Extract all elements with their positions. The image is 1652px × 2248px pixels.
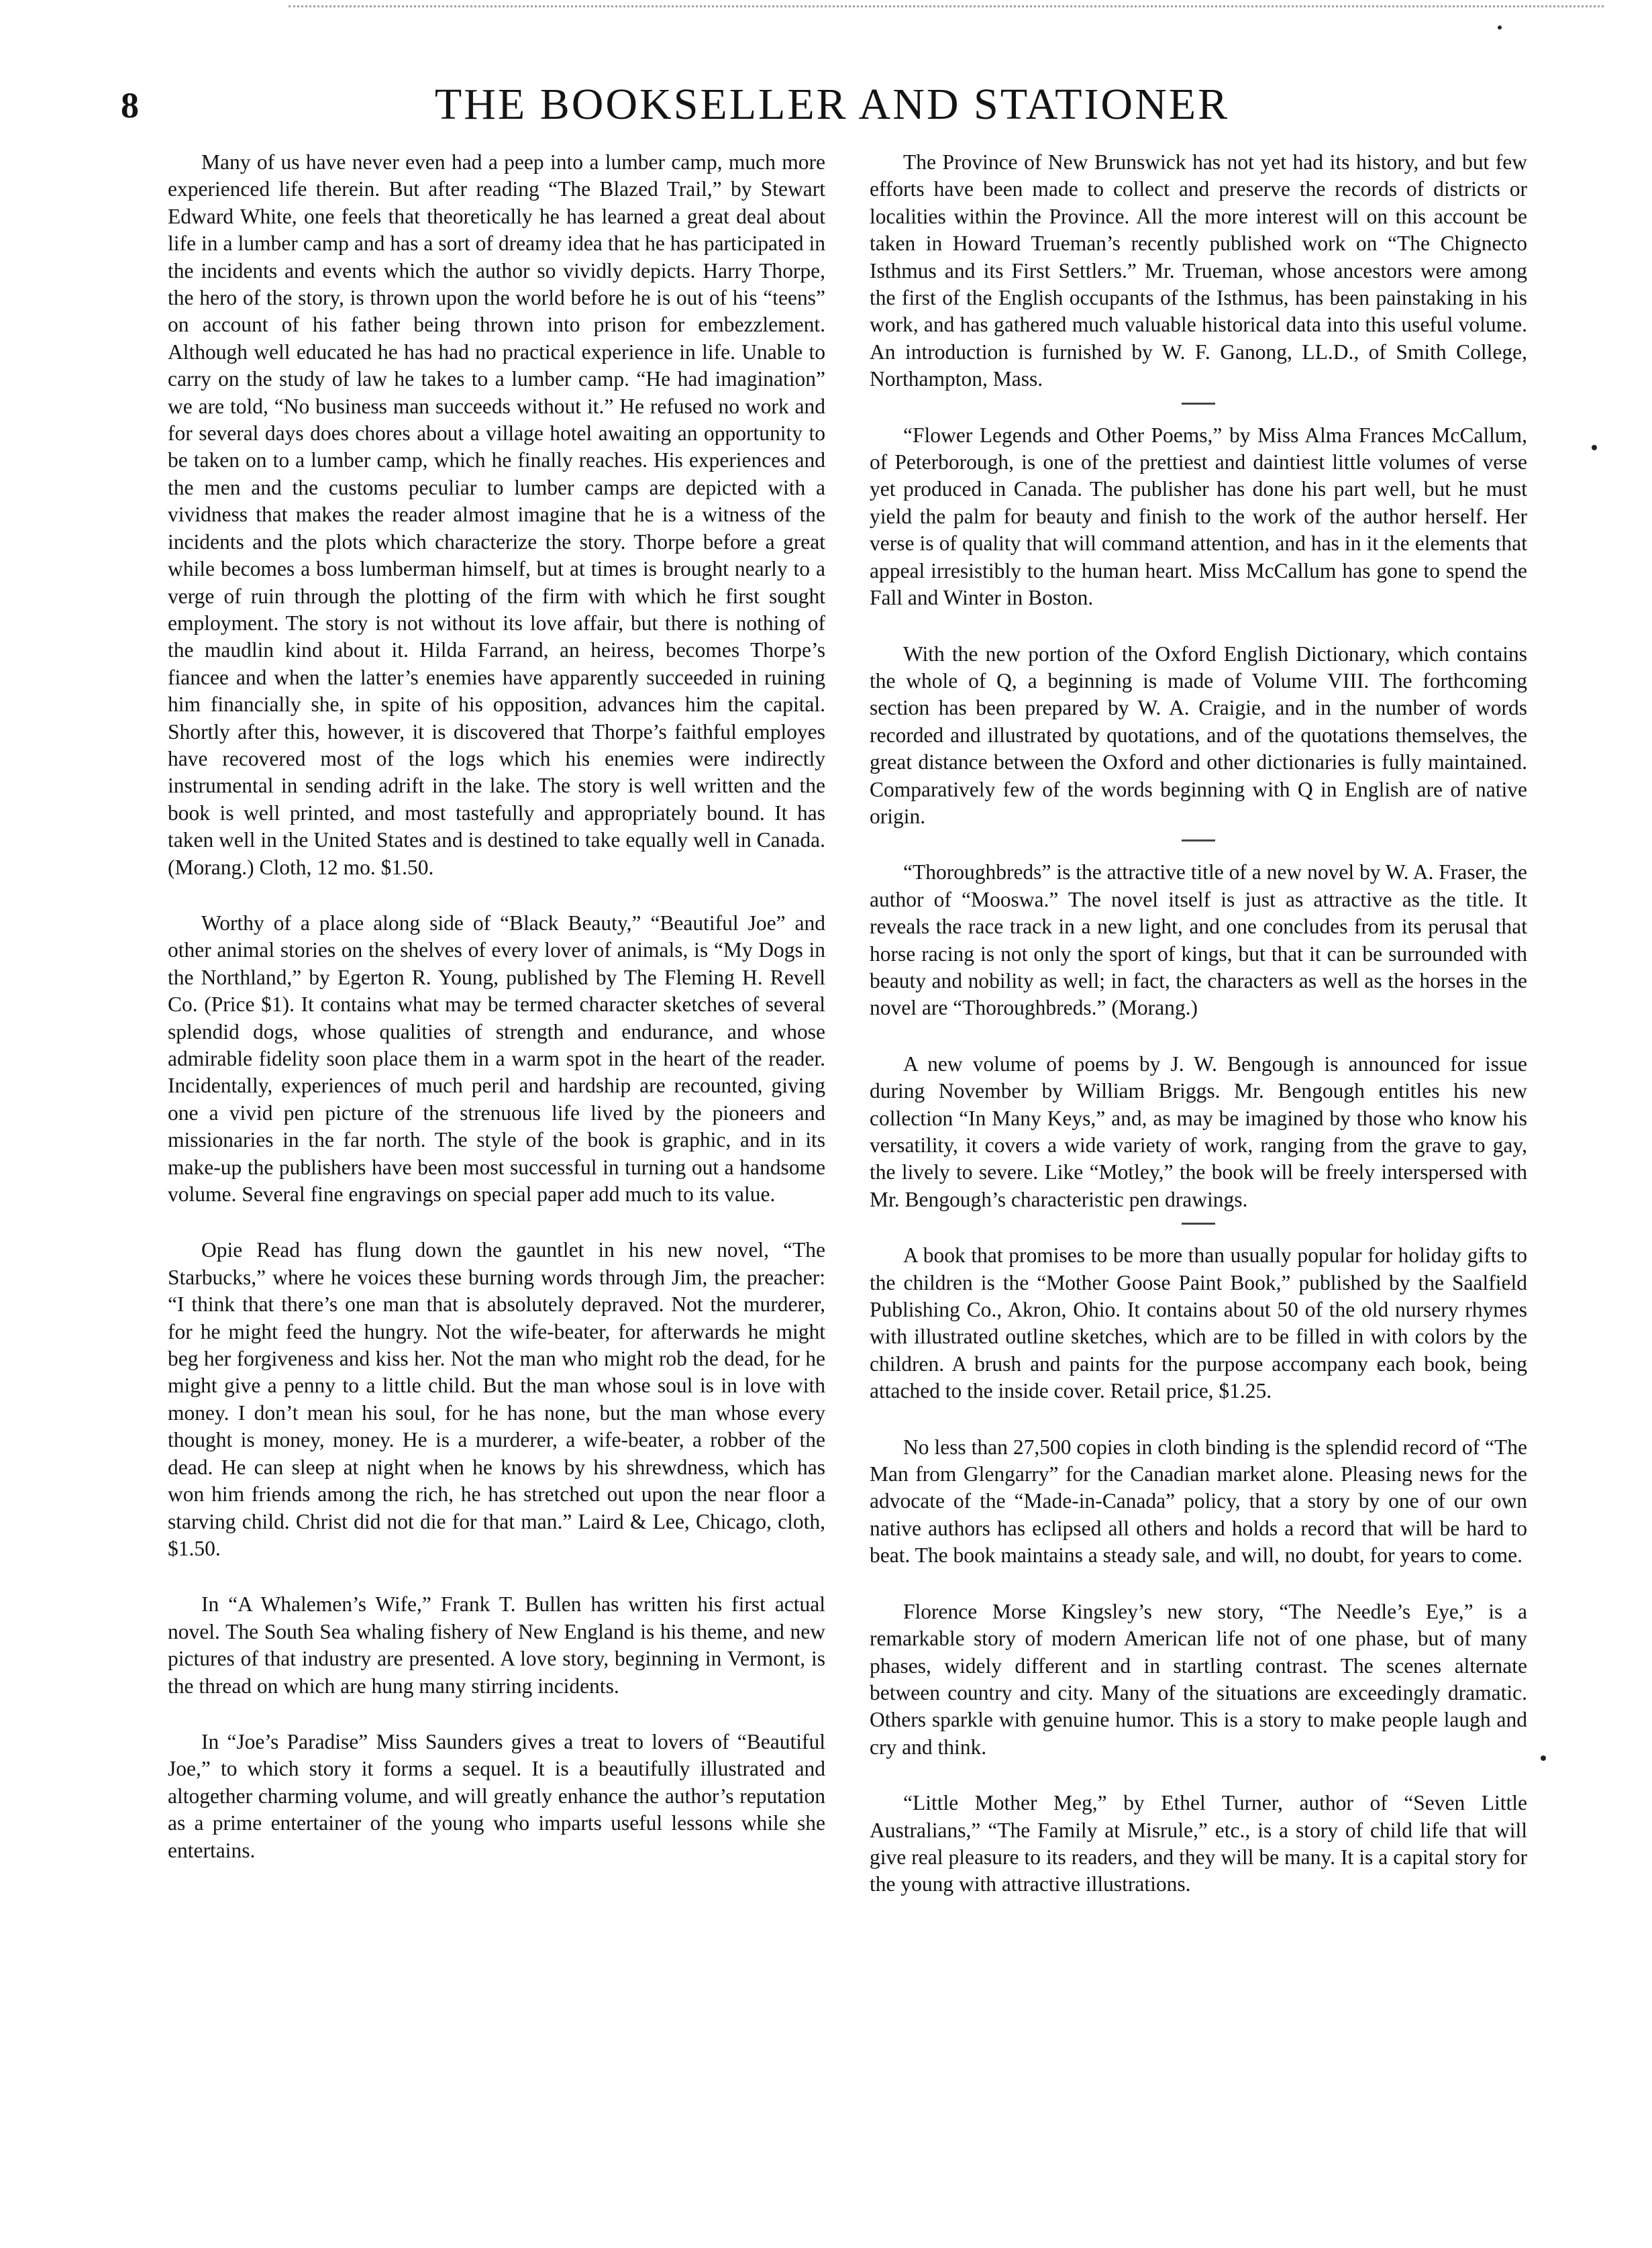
left-column xyxy=(168,149,825,1864)
item-separator xyxy=(168,1208,825,1237)
item-separator xyxy=(870,1405,1527,1434)
review-whalemens-wife: In “A Whalemen’s Wife,” Frank T. Bullen has written his first actual novel. The South Sea whaling fishery of New England is his theme, and new pictures of that industry are presented. A love story, beginning in Vermont, is the thread on which are hung many stirring incidents. xyxy=(168,1592,825,1698)
review-man-from-glengarry: No less than 27,500 copies in cloth binding is the splendid record of “The Man from Glengarry” for the Canadian market alone. Pleasing news for the advocate of the “Made-in-Canada” policy, that a story by one of our own native authors has eclipsed all others and holds a record that will be hard to beat. The book maintains a steady sale, and will, no doubt, for years to come. xyxy=(870,1435,1527,1568)
review-joes-paradise: In “Joe’s Paradise” Miss Saunders gives a treat to lovers of “Beautiful Joe,” to which story it forms a sequel. It is a beautifully illustrated and altogether charming volume, and will greatly enhance the author’s reputation as a prime entertainer of the young who imparts useful lessons while she entertains. xyxy=(168,1729,825,1862)
review-oxford-dictionary: With the new portion of the Oxford English Dictionary, which contains the whole of Q, a beginning is made of Volume VIII. The forthcoming section has been prepared by W. A. Craigie, and in the number of words recorded and illustrated by quotations, and of the quotations themselves, the great distance between the Oxford and other dictionaries is fully maintained. Comparatively few of the words beginning with Q in English are of native origin. xyxy=(870,642,1527,828)
review-mother-goose-paint-book: A book that promises to be more than usually popular for holiday gifts to the children is the “Mother Goose Paint Book,” published by the Saalfield Publishing Co., Akron, Ohio. It contains about 50 of the old nursery rhymes with illustrated outline sketches, which are to be filled in with colors by the children. A brush and paints for the purpose accompany each book, being attached to the inside cover. Retail price, $1.25. xyxy=(870,1243,1527,1403)
separator-dash xyxy=(1182,403,1215,405)
item-separator xyxy=(870,1761,1527,1790)
review-flower-legends: “Flower Legends and Other Poems,” by Miss Alma Frances McCallum, of Peterborough, is one of the prettiest and daintiest little volumes of verse yet produced in Canada. The publisher has done his part well, but he must yield the palm for beauty and finish to the work of the author herself. Her verse is of quality that will command attention, and has in it the elements that appeal irresistibly to the human heart. Miss McCallum has gone to spend the Fall and Winter in Boston. xyxy=(870,423,1527,610)
scan-artifact-top xyxy=(289,5,1604,10)
review-needles-eye: Florence Morse Kingsley’s new story, “The Needle’s Eye,” is a remarkable story of modern American life not of one phase, but of many phases, widely different and in startling contrast. The scenes alternate between country and city. Many of the situations are exceedingly dramatic. Others sparkle with genuine humor. This is a story to make people laugh and cry and think. xyxy=(870,1599,1527,1759)
separator-dash xyxy=(1182,839,1215,841)
review-my-dogs-northland: Worthy of a place along side of “Black Beauty,” “Beautiful Joe” and other animal stories on the shelves of every lover of animals, is “My Dogs in the Northland,” by Egerton R. Young, published by The Fleming H. Revell Co. (Price $1). It contains what may be termed character sketches of several splendid dogs, whose qualities of strength and endurance, and whose admirable fidelity soon place them in a warm spot in the heart of the reader. Incidentally, experiences of much peril and hardship are recounted, giving one a vivid pen picture of the strenuous life lived by the pioneers and missionaries in the far north. The style of the book is graphic, and in its make-up the publishers have been most successful in turning out a handsome volume. Several fine engravings on special paper add much to its value. xyxy=(168,911,825,1207)
review-the-starbucks: Opie Read has flung down the gauntlet in his new novel, “The Starbucks,” where he voices these burning words through Jim, the preacher: “I think that there’s one man that is absolutely depraved. Not the murderer, for he might feed the hungry. Not the wife-beater, for afterwards he might beg her forgiveness and kiss her. Not the man who might rob the dead, for he might give a penny to a little child. But the man whose soul is in love with money. I don’t mean his soul, for he has none, but the man whose every thought is money, money. He is a murderer, a wife-beater, a robber of the dead. He can sleep at night when he knows by his shrewdness, which has won him friends among the rich, he has stretched out upon the near floor a starving child. Christ did not die for that man.” Laird & Lee, Chicago, cloth, $1.50. xyxy=(168,1238,825,1560)
scan-speck xyxy=(1498,25,1502,30)
page-header xyxy=(121,79,1543,140)
item-separator xyxy=(870,393,1527,422)
item-separator xyxy=(168,881,825,910)
review-in-many-keys: A new volume of poems by J. W. Bengough is announced for issue during November by William Briggs. Mr. Bengough entitles his new collection “In Many Keys,” and, as may be imagined by those who know his versatility, it covers a wide variety of work, ranging from the grave to gay, the lively to severe. Like “Motley,” the book will be freely interspersed with Mr. Bengough’s characteristic pen drawings. xyxy=(870,1052,1527,1211)
separator-dash xyxy=(1182,1223,1215,1225)
right-column xyxy=(870,149,1527,1898)
scan-speck xyxy=(1541,1755,1546,1761)
item-separator xyxy=(870,830,1527,859)
page-number: 8 xyxy=(121,85,139,125)
review-blazed-trail: Many of us have never even had a peep into a lumber camp, much more experienced life therein. But after reading “The Blazed Trail,” by Stewart Edward White, one feels that theoretically he has learned a great deal about life in a lumber camp and has a sort of dreamy idea that he has participated in the incidents and events which the author so vividly depicts. Harry Thorpe, the hero of the story, is thrown upon the world before he is out of his “teens” on account of his father being thrown into prison for embezzlement. Although well educated he has had no practical experience in life. Unable to carry on the study of law he takes to a lumber camp. “He had imagination” we are told, “No business man succeeds without it.” He refused no work and for several days does chores about a village hotel awaiting an opportunity to be taken on to a lumber camp, which he finally reaches. His experiences and the men and the customs peculiar to lumber camps are depicted with a vividness that makes the reader almost imagine that he is a witness of the incidents and the plots which characterize the story. Thorpe before a great while becomes a boss lumberman himself, but at times is brought nearly to a verge of ruin through the plotting of the firm with which he first sought employment. The story is not without its love affair, but there is nothing of the maudlin kind about it. Hilda Farrand, an heiress, becomes Thorpe’s fiancee and when the latter’s enemies have apparently succeeded in ruining him financially she, in spite of his opposition, advances him the capital. Shortly after this, however, it is discovered that Thorpe’s faithful employes have recovered most of the logs which his enemies were indirectly instrumental in sending adrift in the lake. The story is well written and the book is well printed, and most tastefully and appropriately bound. It has taken well in the United States and is destined to take equally well in Canada. (Morang.) Cloth, 12 mo. $1.50. xyxy=(168,150,825,879)
item-separator xyxy=(870,612,1527,641)
item-separator xyxy=(870,1022,1527,1051)
review-chignecto-isthmus: The Province of New Brunswick has not yet had its history, and but few efforts have been made to collect and preserve the records of districts or localities within the Province. All the more interest will on this account be taken in Howard Trueman’s recently published work on “The Chignecto Isthmus and its First Settlers.” Mr. Trueman, whose ancestors were among the first of the English occupants of the Isthmus, has been painstaking in his work, and has gathered much valuable historical data into this useful volume. An introduction is furnished by W. F. Ganong, LL.D., of Smith College, Northampton, Mass. xyxy=(870,150,1527,391)
running-title: THE BOOKSELLER AND STATIONER xyxy=(434,80,1230,129)
item-separator xyxy=(168,1700,825,1729)
review-little-mother-meg: “Little Mother Meg,” by Ethel Turner, author of “Seven Little Australians,” “The Family at Misrule,” etc., is a story of child life that will give real pleasure to its readers, and they will be many. It is a capital story for the young with attractive illustrations. xyxy=(870,1791,1527,1896)
review-thoroughbreds: “Thoroughbreds” is the attractive title of a new novel by W. A. Fraser, the author of “Mooswa.” The novel itself is just as attractive as the title. It reveals the race track in a new light, and one concludes from its perusal that horse racing is not only the sport of kings, but that it can be surrounded with beauty and nobility as well; in fact, the characters as well as the horses in the novel are “Thoroughbreds.” (Morang.) xyxy=(870,860,1527,1020)
scan-speck xyxy=(1592,445,1597,450)
item-separator xyxy=(870,1213,1527,1242)
item-separator xyxy=(168,1562,825,1591)
item-separator xyxy=(870,1570,1527,1598)
